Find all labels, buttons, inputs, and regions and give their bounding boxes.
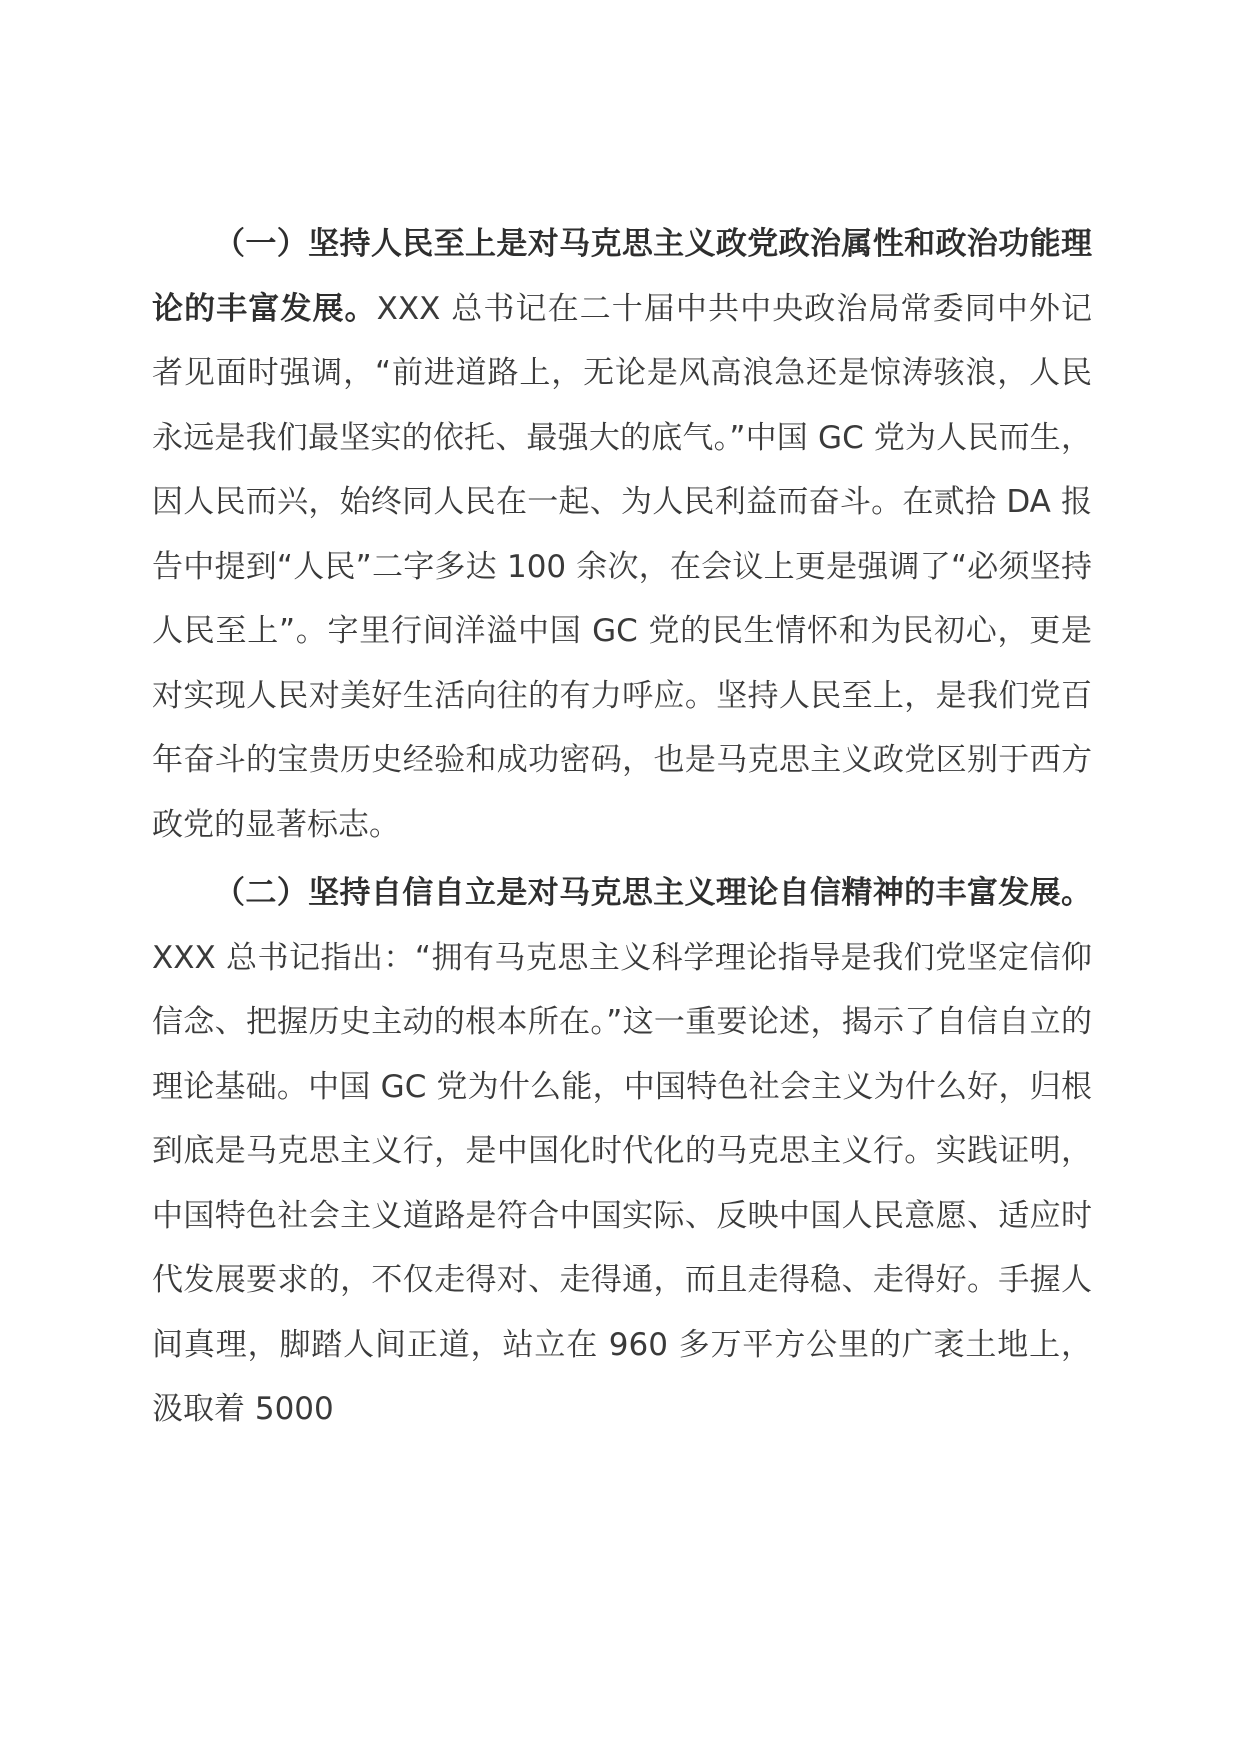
paragraph-people-supreme [152,212,1092,857]
paragraph-self-confidence [152,861,1092,1442]
document-body [152,212,1092,1442]
paragraph-text: XXX 总书记在二十届中共中央政治局常委同中外记者见面时强调，“前进道路上，无论是风高浪急还是惊涛骇浪，人民永远是我们最坚实的依托、最强大的底气。”中国 GC 党为人民而生，因人民而兴，始终同人民在一起、为人民利益而奋斗。在贰拾 DA 报告中提到“人民”二字多达 100 余次，在会议上更是强调了“必须坚持人民至上”。字里行间洋溢中国 GC 党的民生情怀和为民初心，更是对实现人民对美好生活向往的有力呼应。坚持人民至上，是我们党百年奋斗的宝贵历史经验和成功密码，也是马克思主义政党区别于西方政党的显著标志。 [152,290,1093,843]
paragraph-heading: （一）坚持人民至上是对马克思主义政党政治属性和政治功能理论的丰富发展。 [152,226,1092,327]
paragraph-text: XXX 总书记指出：“拥有马克思主义科学理论指导是我们党坚定信仰信念、把握历史主动的根本所在。”这一重要论述，揭示了自信自立的理论基础。中国 GC 党为什么能，中国特色社会主义为什么好，归根到底是马克思主义行，是中国化时代化的马克思主义行。实践证明，中国特色社会主义道路是符合中国实际、反映中国人民意愿、适应时代发展要求的，不仅走得对、走得通，而且走得稳、走得好。手握人间真理，脚踏人间正道，站立在 960 多万平方公里的广袤土地上，汲取着 5000 [152,939,1092,1427]
paragraph-heading: （二）坚持自信自立是对马克思主义理论自信精神的丰富发展。 [214,875,1092,911]
